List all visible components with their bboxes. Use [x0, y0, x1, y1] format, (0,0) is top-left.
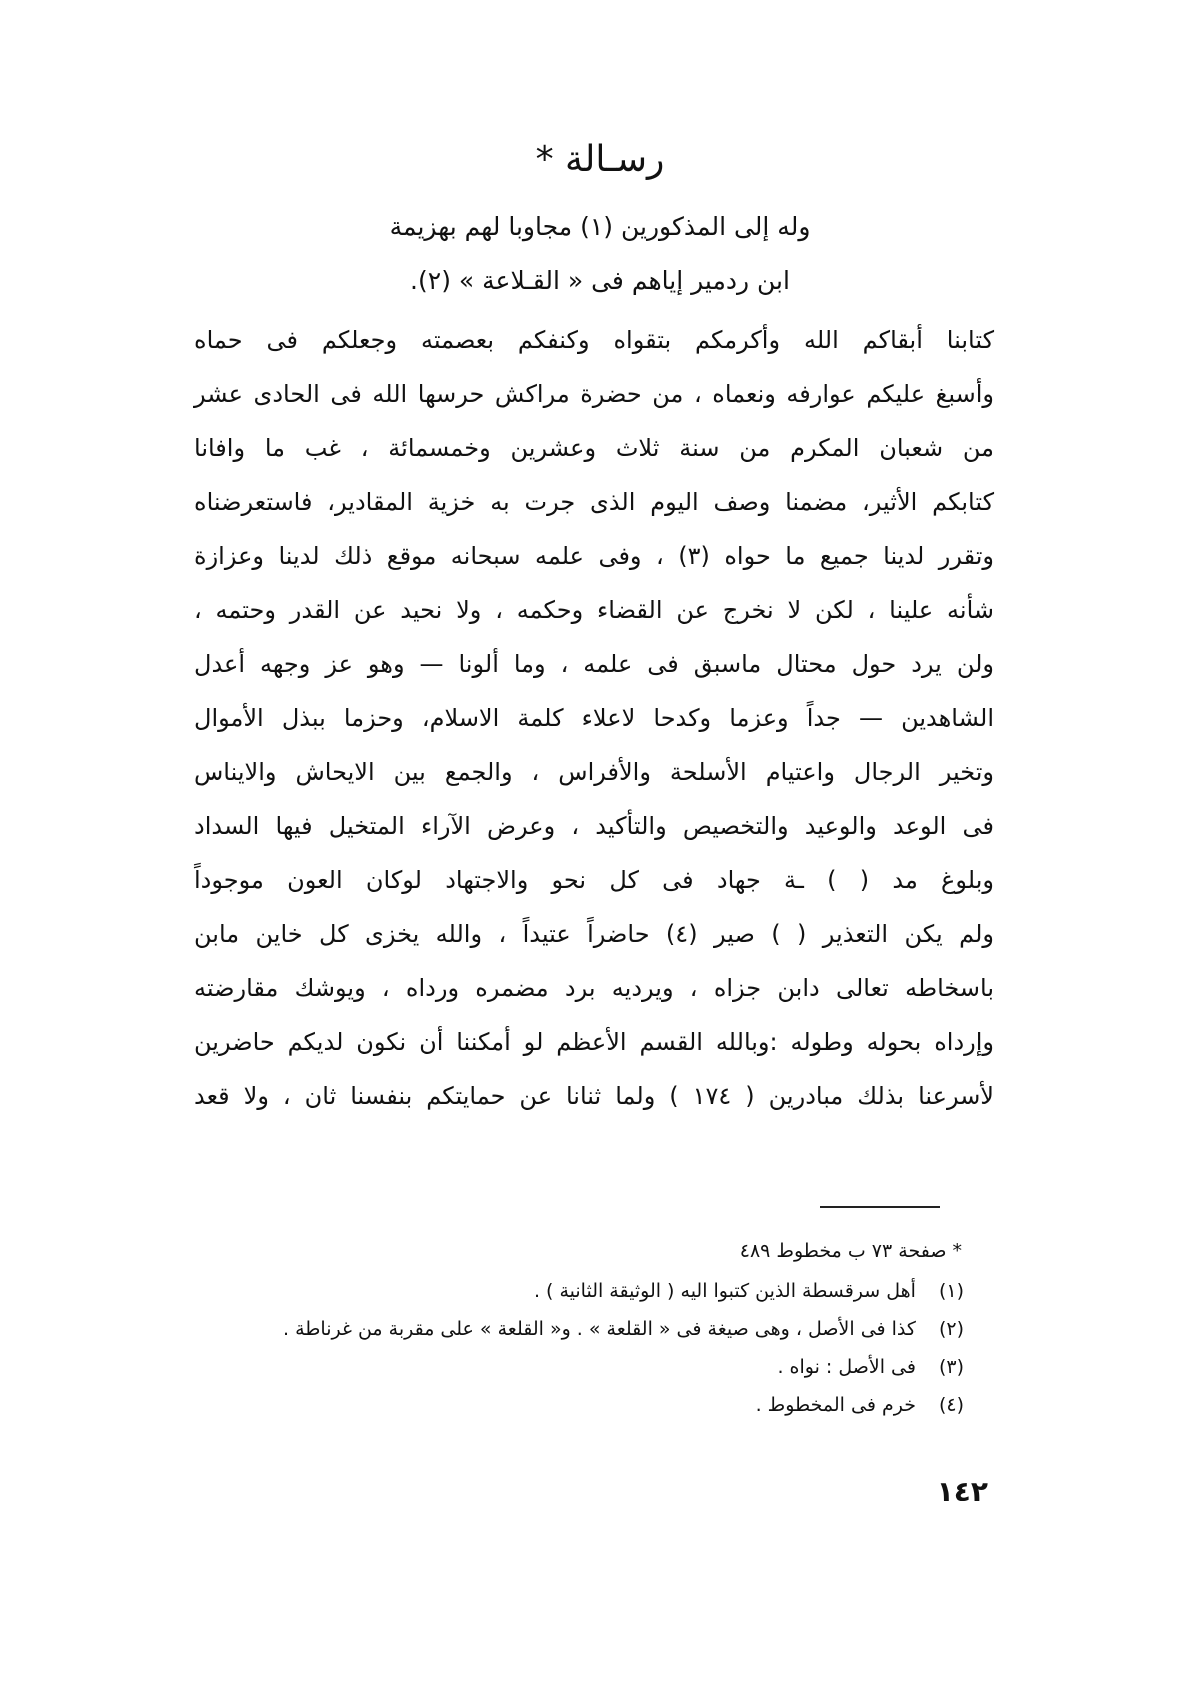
body-line: فى الوعد والوعيد والتخصيص والتأكيد ، وعرض الآراء المتخيل فيها السداد: [194, 812, 994, 840]
footnote-number: (٣): [938, 1356, 964, 1378]
body-line: كتابنا أبقاكم الله وأكرمكم بتقواه وكنفكم بعصمته وجعلكم فى حماه: [194, 326, 994, 354]
footnote-number: (٢): [938, 1318, 964, 1340]
footnote-item: [534, 1280, 964, 1303]
footnote-text: كذا فى الأصل ، وهى صيغة فى « القلعة » . و« القلعة » على مقربة من غرناطة .: [283, 1318, 916, 1340]
footnote-text: فى الأصل : نواه .: [777, 1356, 916, 1378]
body-line: كتابكم الأثير، مضمنا وصف اليوم الذى جرت به خزية المقادير، فاستعرضناه: [194, 488, 994, 516]
letter-subtitle-line-2: ابن ردمير إياهم فى « القـلاعة » (٢).: [410, 266, 790, 295]
body-line: لأسرعنا بذلك مبادرين ( ١٧٤ ) ولما ثنانا عن حمايتكم بنفسنا ثان ، ولا قعد: [194, 1082, 994, 1110]
footnote-item: [283, 1318, 964, 1341]
footnote-number: (٤): [938, 1394, 964, 1416]
body-line: وتخير الرجال واعتيام الأسلحة والأفراس ، والجمع بين الايحاش والايناس: [194, 758, 994, 786]
body-line: وبلوغ مد ( ) ـة جهاد فى كل نحو والاجتهاد لوكان العون موجوداً: [194, 866, 994, 894]
footnote-source: * صفحة ٧٣ ب مخطوط ٤٨٩: [739, 1240, 962, 1262]
page-number: ١٤٢: [936, 1475, 988, 1508]
body-line: وأسبغ عليكم عوارفه ونعماه ، من حضرة مراكش حرسها الله فى الحادى عشر: [194, 380, 994, 408]
body-line: ولم يكن التعذير ( ) صير (٤) حاضراً عتيداً ، والله يخزى كل خاين مابن: [194, 920, 994, 948]
footnote-number: (١): [938, 1280, 964, 1302]
footnote-text: أهل سرقسطة الذين كتبوا اليه ( الوثيقة الثانية ) .: [533, 1280, 916, 1302]
body-line: شأنه علينا ، لكن لا نخرج عن القضاء وحكمه ، ولا نحيد عن القدر وحتمه ،: [194, 596, 994, 624]
body-line: وتقرر لدينا جميع ما حواه (٣) ، وفى علمه سبحانه موقع ذلك لدينا وعزازة: [194, 542, 995, 570]
body-line: الشاهدين — جداً وعزما وكدحا لاعلاء كلمة الاسلام، وحزما ببذل الأموال: [194, 704, 994, 732]
footnote-text: خرم فى المخطوط .: [755, 1394, 916, 1416]
letter-title: رسـالة *: [535, 139, 665, 180]
body-line: من شعبان المكرم من سنة ثلاث وعشرين وخمسمائة ، غب ما وافانا: [194, 434, 994, 462]
footnote-divider: [820, 1206, 940, 1208]
body-line: وإرداه بحوله وطوله :وبالله القسم الأعظم لو أمكننا أن نكون لديكم حاضرين: [194, 1028, 994, 1056]
footnote-item: [756, 1394, 964, 1417]
body-line: ولن يرد حول محتال ماسبق فى علمه ، وما ألونا — وهو عز وجهه أعدل: [194, 650, 994, 678]
footnote-item: [777, 1356, 964, 1379]
letter-subtitle-line-1: وله إلى المذكورين (١) مجاوبا لهم بهزيمة: [389, 212, 811, 241]
body-line: باسخاطه تعالى دابن جزاه ، ويرديه برد مضمره ورداه ، ويوشك مقارضته: [194, 974, 994, 1002]
